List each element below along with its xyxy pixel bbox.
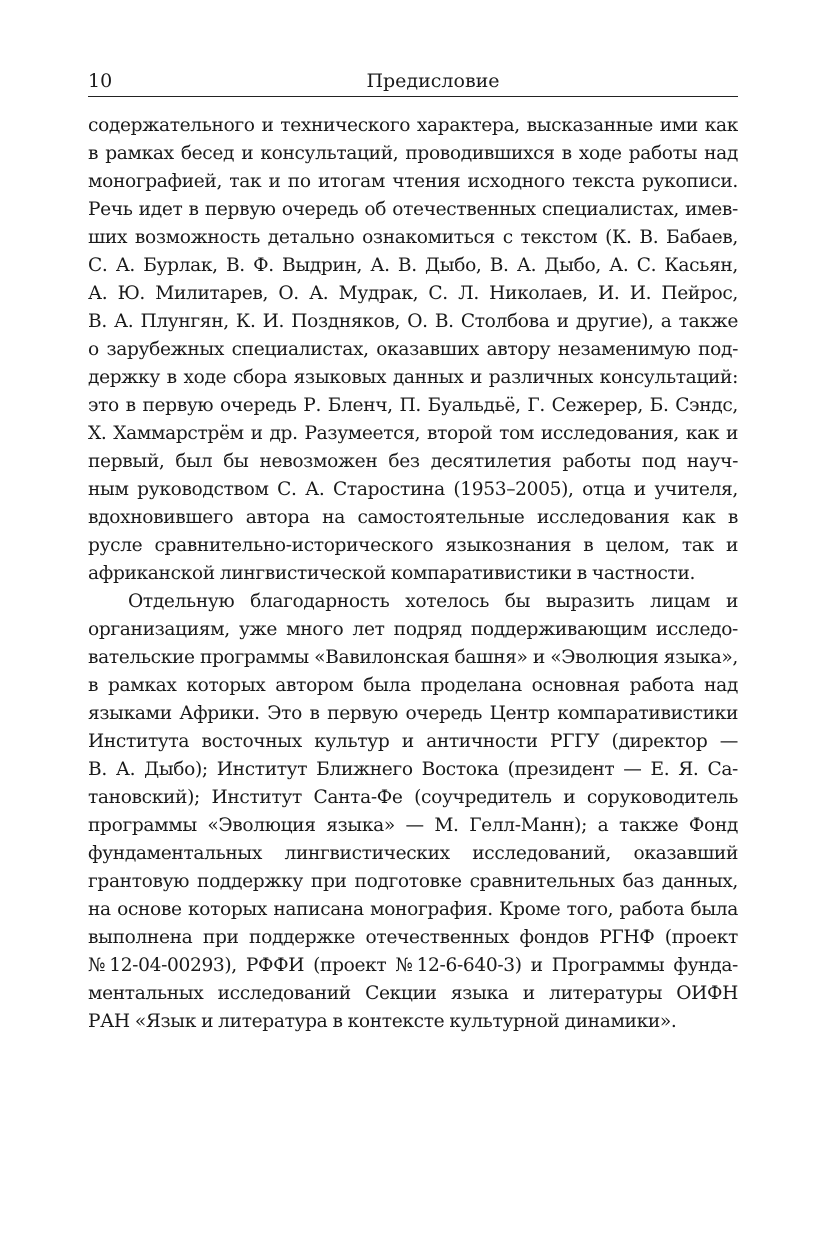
running-title: Предисловие xyxy=(366,70,500,92)
text-line: РАН «Язык и литература в контексте культурной динамики». xyxy=(88,1011,677,1032)
text-line: программы «Эволюция языка» — М. Гелл-Манн); а также Фонд xyxy=(88,815,738,836)
text-line: в рамках бесед и консультаций, проводившихся в ходе работы над xyxy=(88,143,738,164)
text-line: С. А. Бурлак, В. Ф. Выдрин, А. В. Дыбо, В. А. Дыбо, А. С. Касьян, xyxy=(88,255,738,276)
text-line: Института восточных культур и античности РГГУ (директор — xyxy=(88,731,738,752)
text-line: ших возможность детально ознакомиться с текстом (К. В. Бабаев, xyxy=(88,227,738,248)
text-line: вдохновившего автора на самостоятельные исследования как в xyxy=(88,507,738,528)
text-line: держку в ходе сбора языковых данных и различных консультаций: xyxy=(88,367,738,388)
text-line: Речь идет в первую очередь об отечественных специалистах, имев- xyxy=(88,199,738,220)
running-header xyxy=(88,70,738,97)
paragraph-1 xyxy=(88,112,738,588)
paragraph-2 xyxy=(88,588,738,1036)
text-line: о зарубежных специалистах, оказавших автору незаменимую под- xyxy=(88,339,738,360)
text-line: русле сравнительно-исторического языкознания в целом, так и xyxy=(88,535,738,556)
text-line: ментальных исследований Секции языка и литературы ОИФН xyxy=(88,983,738,1004)
text-line: африканской лингвистической компаративистики в частности. xyxy=(88,563,696,584)
text-line: выполнена при поддержке отечественных фондов РГНФ (проект xyxy=(88,927,738,948)
text-line: в рамках которых автором была проделана основная работа над xyxy=(88,675,738,696)
text-line: грантовую поддержку при подготовке сравнительных баз данных, xyxy=(88,871,738,892)
text-line: В. А. Плунгян, К. И. Поздняков, О. В. Столбова и другие), а также xyxy=(88,311,738,332)
text-line: первый, был бы невозможен без десятилетия работы под науч- xyxy=(88,451,738,472)
text-line: монографией, так и по итогам чтения исходного текста рукописи. xyxy=(88,171,738,192)
text-line: организациям, уже много лет подряд поддерживающим исследо- xyxy=(88,619,738,640)
text-line: это в первую очередь Р. Бленч, П. Буальдьё, Г. Сежерер, Б. Сэндс, xyxy=(88,395,738,416)
text-line: Х. Хаммарстрём и др. Разумеется, второй том исследования, как и xyxy=(88,423,738,444)
text-line: фундаментальных лингвистических исследований, оказавший xyxy=(88,843,738,864)
text-line: В. А. Дыбо); Институт Ближнего Востока (президент — Е. Я. Са- xyxy=(88,759,738,780)
text-line: языками Африки. Это в первую очередь Центр компаративистики xyxy=(88,703,738,724)
text-line: ным руководством С. А. Старостина (1953–2005), отца и учителя, xyxy=(88,479,738,500)
text-line: А. Ю. Милитарев, О. А. Мудрак, С. Л. Николаев, И. И. Пейрос, xyxy=(88,283,738,304)
page-number: 10 xyxy=(88,70,113,92)
text-line: №12-04-00293), РФФИ (проект №12-6-640-3) и Программы фунда- xyxy=(88,955,738,976)
text-line: Отдельную благодарность хотелось бы выразить лицам и xyxy=(128,591,738,612)
text-line: вательские программы «Вавилонская башня» и «Эволюция языка», xyxy=(88,647,738,668)
body-text xyxy=(88,112,738,1036)
text-line: тановский); Институт Санта-Фе (соучредитель и соруководитель xyxy=(88,787,738,808)
text-line: содержательного и технического характера, высказанные ими как xyxy=(88,115,738,136)
text-line: на основе которых написана монография. Кроме того, работа была xyxy=(88,899,738,920)
